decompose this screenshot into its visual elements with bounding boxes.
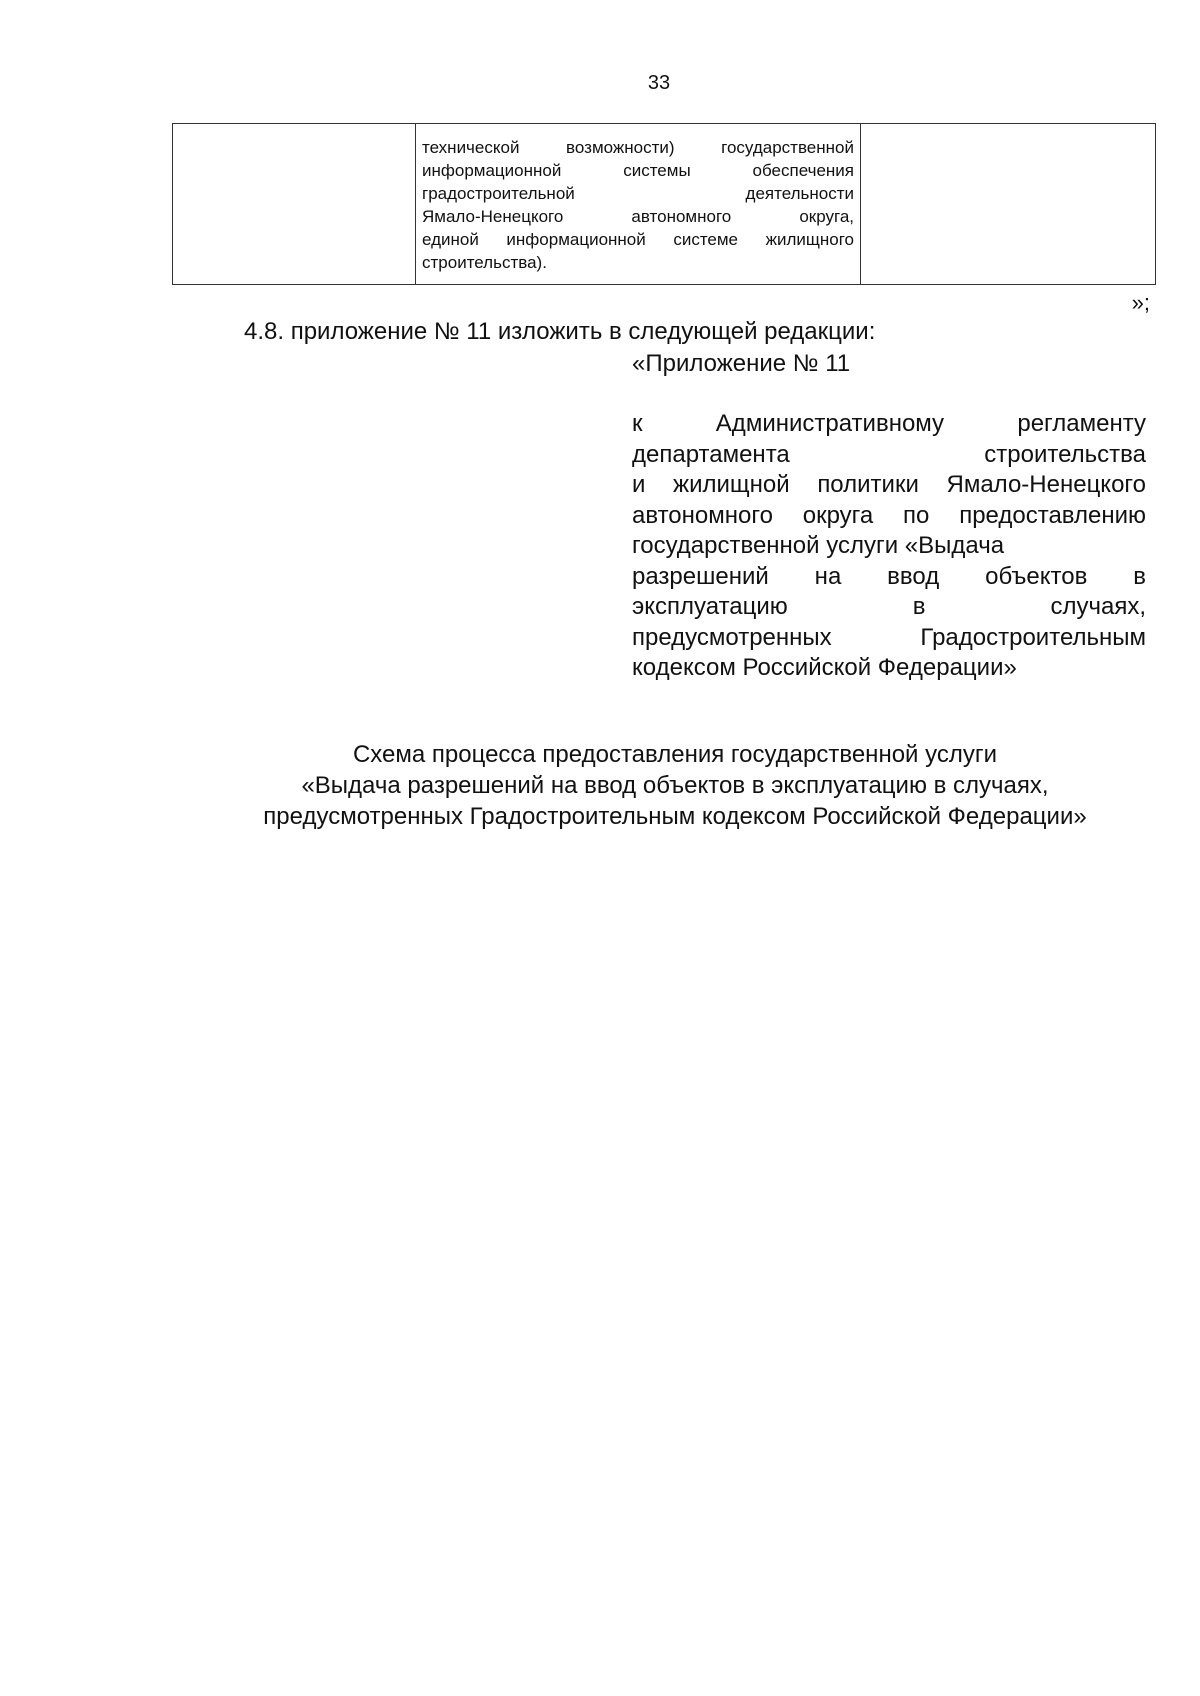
table-cell-empty-right: [861, 124, 1156, 285]
table-cell-line: градостроительной деятельности: [422, 184, 854, 203]
table-row: [173, 124, 1156, 285]
scheme-title: [130, 739, 1200, 832]
table-cell-line: информационной системы обеспечения: [422, 161, 854, 180]
appendix-line: и жилищной политики Ямало-Ненецкого: [632, 471, 1146, 498]
appendix-line: кодексом Российской Федерации»: [632, 654, 1017, 681]
appendix-title: «Приложение № 11: [632, 350, 851, 377]
appendix-line: предусмотренных Градостроительным: [632, 623, 1146, 651]
appendix-line: автономного округа по предоставлению: [632, 501, 1146, 529]
amendment-instruction: 4.8. приложение № 11 изложить в следующей редакции:: [244, 318, 876, 345]
closing-quote: »;: [1131, 290, 1150, 315]
table-cell-line: технической возможности) государственной: [422, 138, 854, 157]
appendix-line: разрешений на ввод объектов в: [632, 562, 1146, 590]
table-cell-text: [416, 124, 861, 285]
appendix-line: к Административному регламенту: [632, 410, 1146, 437]
scheme-title-line: «Выдача разрешений на ввод объектов в эксплуатацию в случаях,: [301, 772, 1049, 799]
table-cell-paragraph: [422, 136, 854, 274]
table-cell-empty-left: [173, 124, 416, 285]
appendix-line: государственной услуги «Выдача: [632, 532, 1005, 559]
scheme-title-line: Схема процесса предоставления государственной услуги: [352, 741, 998, 768]
continuation-table: [172, 123, 1156, 285]
appendix-reference: [632, 409, 1146, 684]
appendix-line: эксплуатацию в случаях,: [632, 593, 1146, 620]
table-cell-line: Ямало-Ненецкого автономного округа,: [422, 207, 854, 226]
page-number: 33: [647, 72, 671, 94]
appendix-line: департамента строительства: [632, 440, 1146, 468]
table-cell-line: единой информационной системе жилищного: [422, 230, 854, 249]
table-cell-line: строительства).: [422, 253, 547, 272]
scheme-title-line: предусмотренных Градостроительным кодексом Российской Федерации»: [263, 803, 1087, 830]
